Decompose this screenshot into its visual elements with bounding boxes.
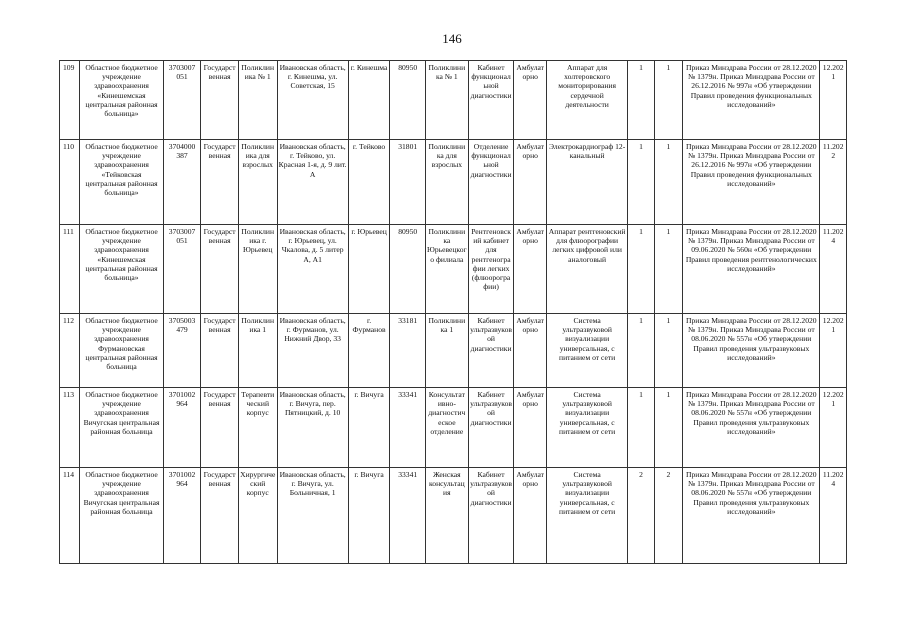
table-row: [60, 314, 847, 388]
room-cell: Отделение функциональной диагностики: [468, 140, 514, 225]
index-cell: 31801: [390, 140, 426, 225]
care-type-cell: Амбулаторно: [514, 140, 547, 225]
row-number: 109: [60, 61, 80, 140]
unit-cell: Поликлиника для взрослых: [238, 140, 277, 225]
city-cell: г. Юрьевец: [348, 225, 390, 314]
table-row: [60, 225, 847, 314]
equipment-cell: Электрокардиограф 12-канальный: [546, 140, 627, 225]
care-type-cell: Амбулаторно: [514, 468, 547, 564]
room-cell: Кабинет ультразвуковой диагностики: [468, 314, 514, 388]
row-number: 111: [60, 225, 80, 314]
basis-cell: Приказ Минздрава России от 28.12.2020 № 1379н. Приказ Минздрава России от 09.06.2020 № 560н «Об утверждении Правил проведения рентгенологических исследований»: [683, 225, 820, 314]
row-number: 113: [60, 388, 80, 468]
city-cell: г. Вичуга: [348, 388, 390, 468]
room-cell: Кабинет ультразвуковой диагностики: [468, 468, 514, 564]
quantity-cell: 2: [654, 468, 682, 564]
room-cell: Рентгеновский кабинет для рентгенографии легких (флюорографии): [468, 225, 514, 314]
code-cell: 3701002 964: [163, 468, 201, 564]
organization-cell: Областное бюджетное учреждение здравоохранения «Тейковская центральная районная больница»: [80, 140, 163, 225]
organization-cell: Областное бюджетное учреждение здравоохранения Фурмановская центральная районная больница: [80, 314, 163, 388]
city-cell: г. Кинешма: [348, 61, 390, 140]
city-cell: г. Фурманов: [348, 314, 390, 388]
code-cell: 3704000 387: [163, 140, 201, 225]
quantity-cell: 1: [628, 314, 654, 388]
unit-cell: Поликлиника № 1: [238, 61, 277, 140]
address-cell: Ивановская область, г. Вичуга, ул. Больничная, 1: [277, 468, 348, 564]
ownership-form-cell: Государственная: [201, 61, 239, 140]
city-cell: г. Тейково: [348, 140, 390, 225]
basis-cell: Приказ Минздрава России от 28.12.2020 № 1379н. Приказ Минздрава России от 08.06.2020 № 557н «Об утверждении Правил проведения ультразвуковых исследований»: [683, 314, 820, 388]
quantity-cell: 2: [628, 468, 654, 564]
date-cell: 12.2021: [820, 388, 847, 468]
page-number: 146: [442, 31, 462, 46]
unit-cell: Хирургический корпус: [238, 468, 277, 564]
code-cell: 3705003 479: [163, 314, 201, 388]
quantity-cell: 1: [628, 140, 654, 225]
ownership-form-cell: Государственная: [201, 314, 239, 388]
table-row: [60, 140, 847, 225]
unit-cell: Поликлиника г. Юрьевец: [238, 225, 277, 314]
basis-cell: Приказ Минздрава России от 28.12.2020 № 1379н. Приказ Минздрава России от 08.06.2020 № 557н «Об утверждении Правил проведения ультразвуковых исследований»: [683, 468, 820, 564]
organization-cell: Областное бюджетное учреждение здравоохранения «Кинешемская центральная районная больница»: [80, 61, 163, 140]
equipment-cell: Аппарат для холтеровского мониторирования сердечной деятельности: [546, 61, 627, 140]
code-cell: 3703007 051: [163, 61, 201, 140]
subdivision-cell: Женская консультация: [425, 468, 468, 564]
organization-cell: Областное бюджетное учреждение здравоохранения Вичугская центральная районная больница: [80, 388, 163, 468]
subdivision-cell: Поликлиника 1: [425, 314, 468, 388]
date-cell: 12.2021: [820, 61, 847, 140]
equipment-cell: Система ультразвуковой визуализации универсальная, с питанием от сети: [546, 468, 627, 564]
ownership-form-cell: Государственная: [201, 140, 239, 225]
subdivision-cell: Поликлиника № 1: [425, 61, 468, 140]
quantity-cell: 1: [654, 314, 682, 388]
unit-cell: Терапевтический корпус: [238, 388, 277, 468]
index-cell: 33341: [390, 388, 426, 468]
organization-cell: Областное бюджетное учреждение здравоохранения «Кинешемская центральная районная больница»: [80, 225, 163, 314]
equipment-cell: Система ультразвуковой визуализации универсальная, с питанием от сети: [546, 388, 627, 468]
organization-cell: Областное бюджетное учреждение здравоохранения Вичугская центральная районная больница: [80, 468, 163, 564]
address-cell: Ивановская область, г. Вичуга, пер. Пятницкий, д. 10: [277, 388, 348, 468]
date-cell: 12.2021: [820, 314, 847, 388]
room-cell: Кабинет функциональной диагностики: [468, 61, 514, 140]
basis-cell: Приказ Минздрава России от 28.12.2020 № 1379н. Приказ Минздрава России от 26.12.2016 № 997н «Об утверждении Правил проведения функциональных исследований»: [683, 61, 820, 140]
quantity-cell: 1: [654, 140, 682, 225]
quantity-cell: 1: [628, 388, 654, 468]
care-type-cell: Амбулаторно: [514, 314, 547, 388]
quantity-cell: 1: [654, 388, 682, 468]
unit-cell: Поликлиника 1: [238, 314, 277, 388]
basis-cell: Приказ Минздрава России от 28.12.2020 № 1379н. Приказ Минздрава России от 26.12.2016 № 997н «Об утверждении Правил проведения функциональных исследований»: [683, 140, 820, 225]
ownership-form-cell: Государственная: [201, 468, 239, 564]
address-cell: Ивановская область, г. Кинешма, ул. Советская, 15: [277, 61, 348, 140]
care-type-cell: Амбулаторно: [514, 61, 547, 140]
equipment-cell: Система ультразвуковой визуализации универсальная, с питанием от сети: [546, 314, 627, 388]
ownership-form-cell: Государственная: [201, 388, 239, 468]
date-cell: 11.2024: [820, 468, 847, 564]
quantity-cell: 1: [654, 61, 682, 140]
quantity-cell: 1: [628, 225, 654, 314]
row-number: 114: [60, 468, 80, 564]
row-number: 110: [60, 140, 80, 225]
table-row: [60, 468, 847, 564]
city-cell: г. Вичуга: [348, 468, 390, 564]
basis-cell: Приказ Минздрава России от 28.12.2020 № 1379н. Приказ Минздрава России от 08.06.2020 № 557н «Об утверждении Правил проведения ультразвуковых исследований»: [683, 388, 820, 468]
address-cell: Ивановская область, г. Юрьевец, ул. Чкалова, д. 5 литер А, А1: [277, 225, 348, 314]
quantity-cell: 1: [628, 61, 654, 140]
code-cell: 3701002 964: [163, 388, 201, 468]
ownership-form-cell: Государственная: [201, 225, 239, 314]
index-cell: 80950: [390, 61, 426, 140]
date-cell: 11.2022: [820, 140, 847, 225]
quantity-cell: 1: [654, 225, 682, 314]
address-cell: Ивановская область, г. Фурманов, ул. Нижний Двор, 33: [277, 314, 348, 388]
table-row: [60, 388, 847, 468]
address-cell: Ивановская область, г. Тейково, ул. Красная 1-я, д. 9 лит. А: [277, 140, 348, 225]
equipment-cell: Аппарат рентгеновский для флюорографии легких цифровой или аналоговый: [546, 225, 627, 314]
code-cell: 3703007 051: [163, 225, 201, 314]
care-type-cell: Амбулаторно: [514, 388, 547, 468]
index-cell: 33341: [390, 468, 426, 564]
index-cell: 80950: [390, 225, 426, 314]
care-type-cell: Амбулаторно: [514, 225, 547, 314]
equipment-registry-table: [59, 60, 847, 564]
table-row: [60, 61, 847, 140]
index-cell: 33181: [390, 314, 426, 388]
subdivision-cell: Поликлиника Юрьевецкого филиала: [425, 225, 468, 314]
subdivision-cell: Поликлиника для взрослых: [425, 140, 468, 225]
room-cell: Кабинет ультразвуковой диагностики: [468, 388, 514, 468]
row-number: 112: [60, 314, 80, 388]
subdivision-cell: Консультативно-диагностическое отделение: [425, 388, 468, 468]
date-cell: 11.2024: [820, 225, 847, 314]
